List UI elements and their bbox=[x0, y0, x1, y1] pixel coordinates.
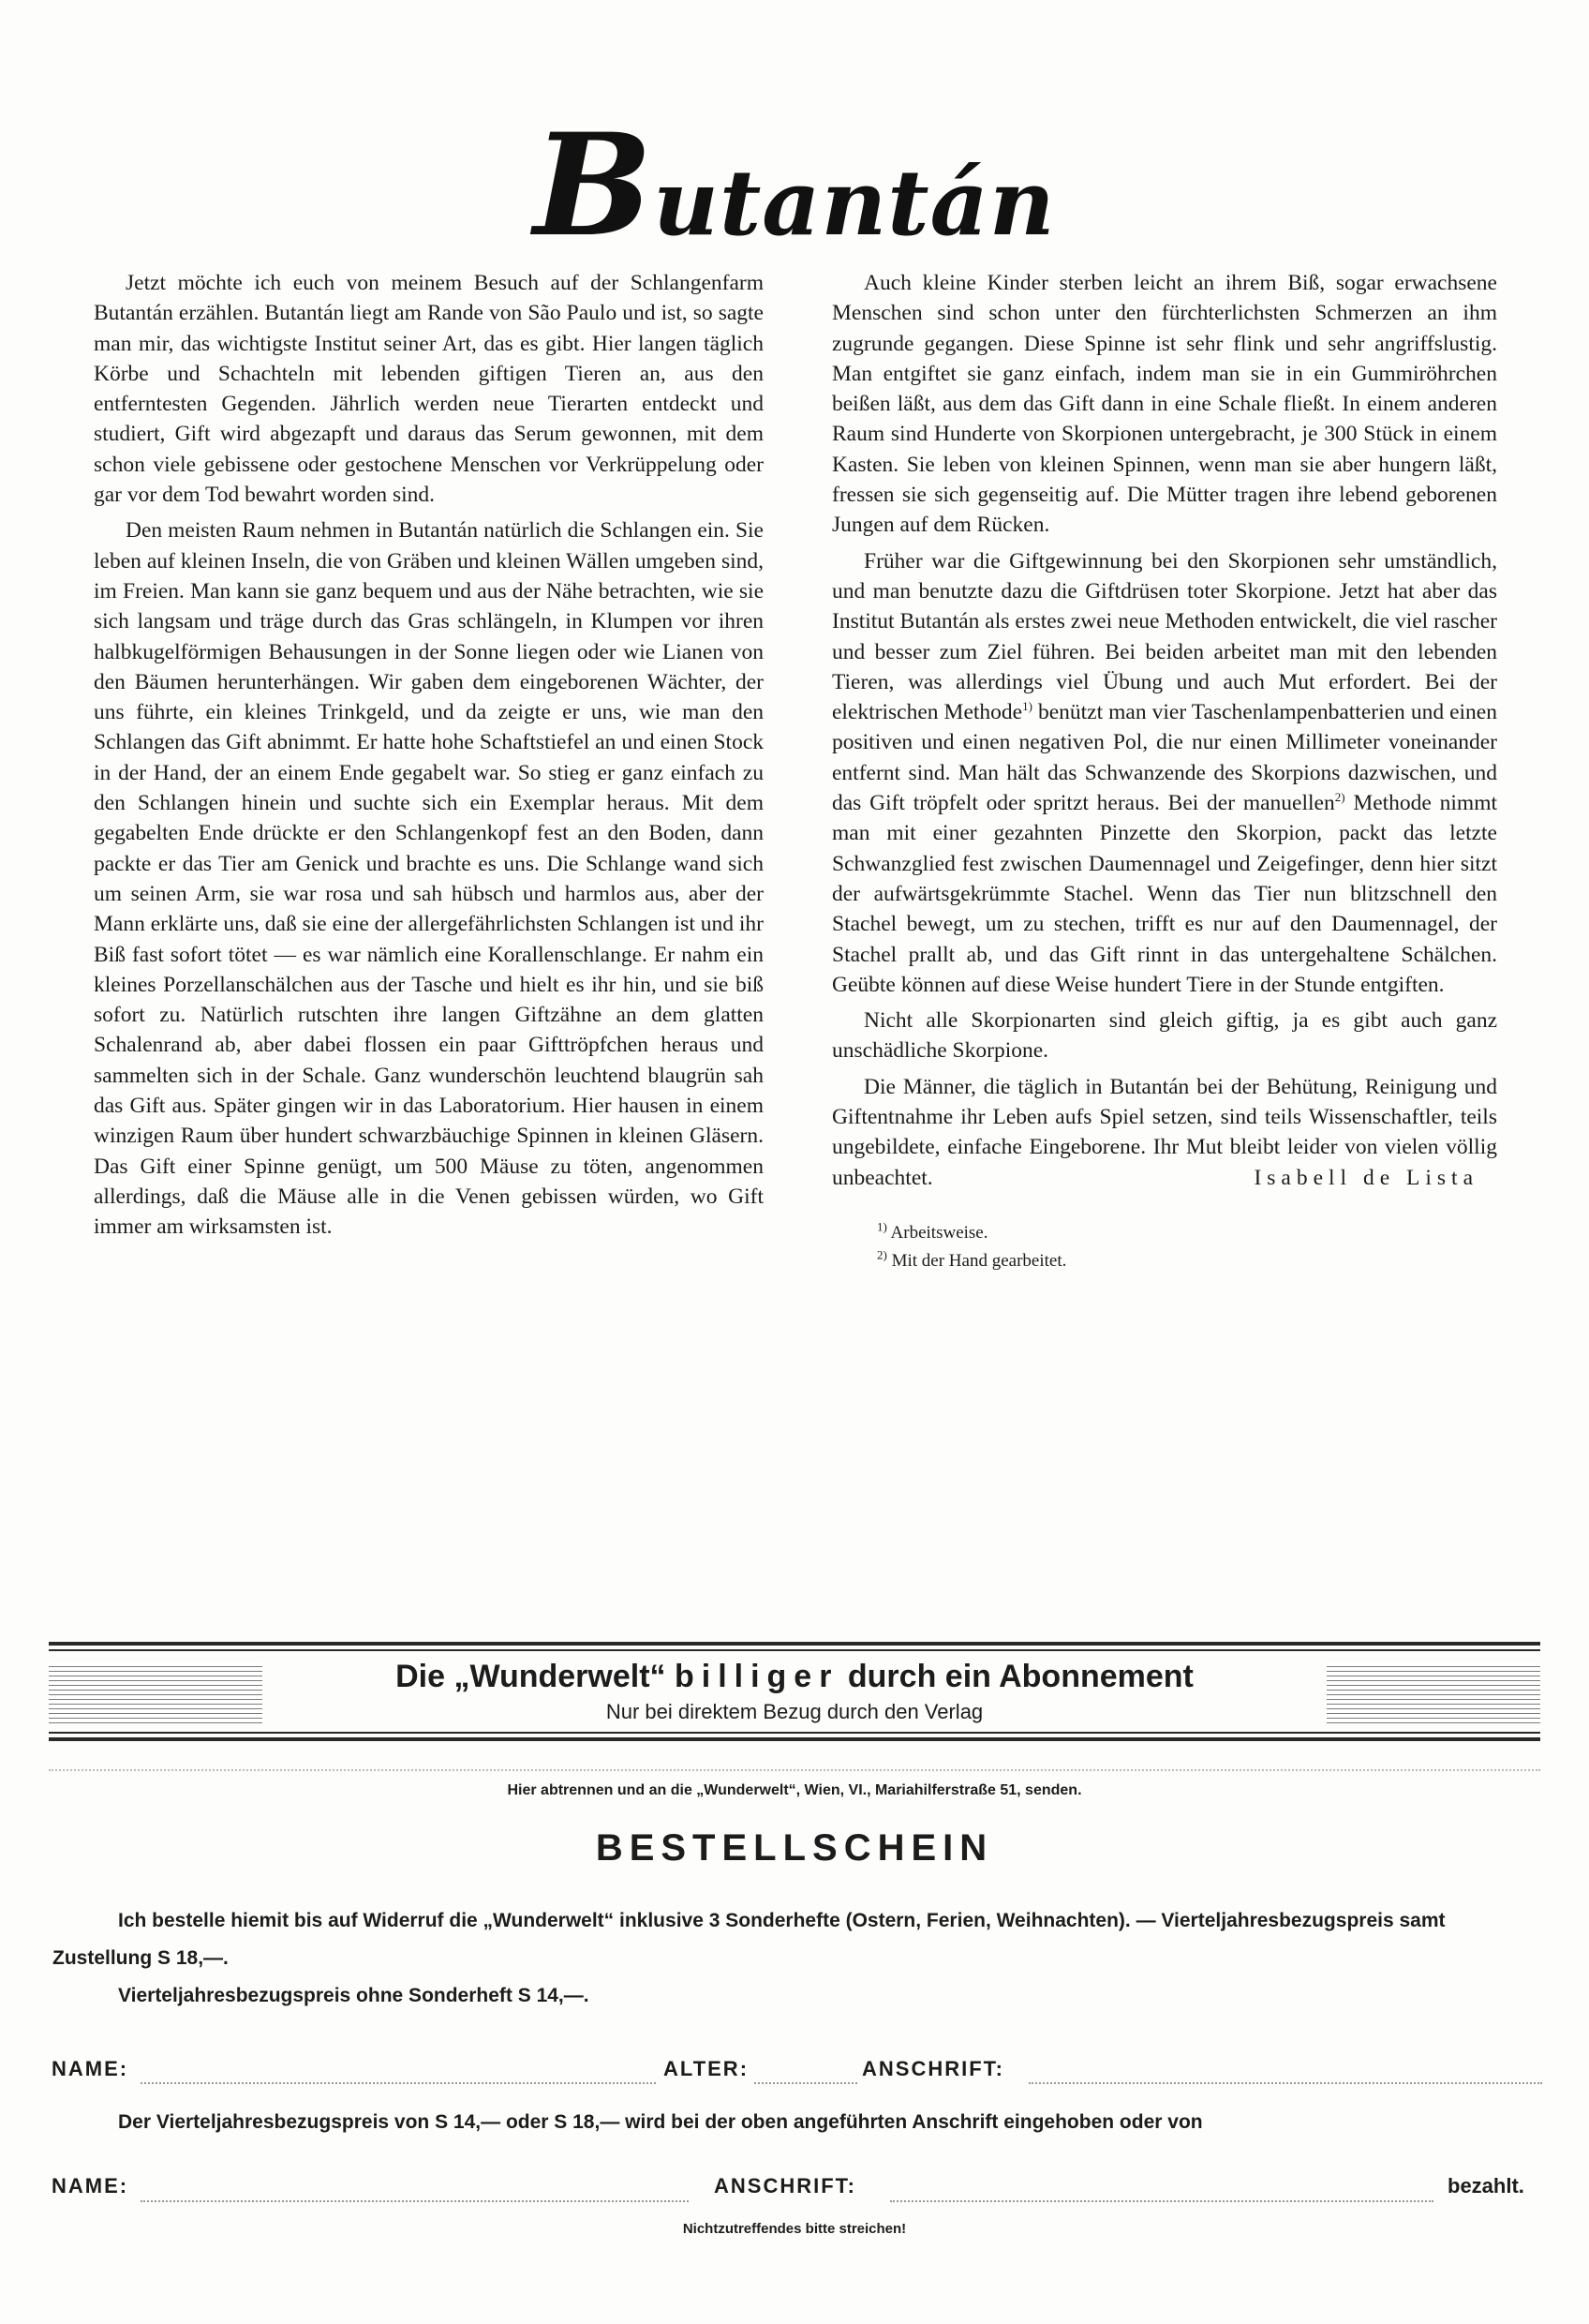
paragraph bbox=[832, 1072, 1497, 1193]
footnote-text: Mit der Hand gearbeitet. bbox=[891, 1250, 1067, 1271]
address-field-2[interactable] bbox=[890, 2200, 1433, 2202]
order-text-2: Vierteljahresbezugspreis ohne Sonderheft S 14,—. bbox=[118, 1985, 589, 2006]
footnote-ref: 2) bbox=[1334, 790, 1345, 805]
form-heading: BESTELLSCHEIN bbox=[595, 1827, 994, 1869]
footnote-ref: 1) bbox=[1022, 699, 1032, 714]
text: Früher war die Giftgewinnung bei den Skorpionen sehr umständlich, und man benutzte dazu die Giftdrüsen toter Skorpione. Jetzt hat aber das Institut Butantán als erstes zwei neue Methoden entwickelt, die viel rascher und besser zum Ziel führen. Bei beiden arbeitet man mit den lebenden Tieren, was allerdings viel Übung und auch Mut erfordert. Bei der elektrischen Methode bbox=[832, 548, 1497, 725]
footnote bbox=[877, 1219, 1497, 1247]
text: billiger bbox=[674, 1659, 839, 1694]
left-column bbox=[94, 268, 764, 1248]
footnote bbox=[877, 1247, 1497, 1275]
strike-note: Nichtzutreffendes bitte streichen! bbox=[682, 2221, 907, 2237]
paragraph bbox=[832, 546, 1497, 1000]
paragraph: Den meisten Raum nehmen in Butantán natürlich die Schlangen ein. Sie leben auf kleinen Inseln, die von Gräben und kleinen Wällen umgeben sind, im Freien. Man kann sie ganz bequem und aus der Nähe betrachten, wie sie sich langsam und träge durch das Gras schlängeln, in Klumpen vor ihren halbkugelförmigen Behausungen in der Sonne liegen oder wie Lianen von den Bäumen herunterhängen. Wir gaben dem eingeborenen Wächter, der uns führte, ein kleines Trinkgeld, und da zeigte er uns, wie man den Schlangen das Gift abnimmt. Er hatte hohe Schaftstiefel an und einen Stock in der Hand, der an einem Ende gegabelt war. So stieg er ganz einfach zu den Schlangen hinein und suchte sich ein Exemplar heraus. Mit dem gegabelten Ende drückte er den Schlangenkopf fest an den Boden, dann packte er das Tier am Genick und brachte es uns. Die Schlange wand sich um seinen Arm, sie war rosa und sah hübsch und harmlos aus, aber der Mann erklärte uns, daß sie eine der allergefährlichsten Schlangen ist und ihr Biß fast sofort tötet — es war nämlich eine Korallenschlange. Er nahm ein kleines Porzellanschälchen aus der Tasche und hielt es ihr hin, und sie biß sofort zu. Natürlich rutschten ihre langen Giftzähne an dem glatten Schalenrand ab, aber dabei flossen ein paar Gifttröpfchen heraus und sammelten sich in der Schale. Ganz wunderschön leuchtend blaugrün sah das Gift aus. Später gingen wir in das Laboratorium. Hier hausen in einem winzigen Raum über hundert schwarzbäuchige Spinnen in kleinen Gläsern. Das Gift einer Spinne genügt, um 500 Mäuse zu töten, angenommen allerdings, daß die Mäuse alle in die Venen gebissen würden, wo Gift immer am wirksamsten ist. bbox=[94, 518, 764, 1240]
title-initial: B bbox=[533, 103, 654, 268]
order-text: Ich bestelle hiemit bis auf Widerruf die „Wunderwelt“ inklusive 3 Sonderhefte (Ostern, Ferien, Weihnachten). — Vierteljahresbezugspreis samt Zustellung S 18,—. bbox=[52, 1910, 1446, 1969]
age-label: ALTER: bbox=[663, 2057, 750, 2080]
perforation-line bbox=[49, 1769, 1540, 1771]
author-signature: Isabell de Lista bbox=[1254, 1165, 1478, 1190]
text: Die Männer, die täglich in Butantán bei der Behütung, Reinigung und Giftentnahme ihr Leben aufs Spiel setzen, sind teils Wissenschaftler, teils ungebildete, einfache Eingeborene. Ihr Mut bleibt leider von vielen völlig unbeachtet. bbox=[832, 1074, 1497, 1190]
right-column bbox=[832, 268, 1497, 1275]
name-field-2[interactable] bbox=[141, 2200, 689, 2202]
address-label-2: ANSCHRIFT: bbox=[714, 2174, 856, 2197]
age-field[interactable] bbox=[754, 2082, 857, 2084]
footnotes bbox=[832, 1219, 1497, 1275]
address-field[interactable] bbox=[1029, 2082, 1542, 2084]
footnote-mark: 1) bbox=[877, 1219, 887, 1234]
subscription-banner bbox=[49, 1642, 1540, 1743]
article-title bbox=[0, 103, 1589, 268]
banner-title bbox=[49, 1659, 1540, 1695]
payment-text: Der Vierteljahresbezugspreis von S 14,— oder S 18,— wird bei der oben angeführten Anschrift eingehoben oder von bbox=[118, 2111, 1203, 2133]
paragraph: Jetzt möchte ich euch von meinem Besuch auf der Schlangenfarm Butantán erzählen. Butantán liegt am Rande von São Paulo und ist, so sagte man mir, das wichtigste Institut seiner Art, das es gibt. Hier langen täglich Körbe und Schachteln mit lebenden giftigen Tieren an, aus den entferntesten Gegenden. Jährlich werden neue Tierarten entdeckt und studiert, Gift wird abgezapft und daraus das Serum gewonnen, mit dem schon viele gebissene oder gestochene Menschen vor Verkrüppelung oder gar vor dem Tod bewahrt worden sind. bbox=[94, 271, 764, 508]
paid-label: bezahlt. bbox=[1448, 2174, 1524, 2197]
text: durch ein Abonnement bbox=[839, 1659, 1194, 1694]
text: Methode nimmt man mit einer gezahnten Pinzette den Skorpion, packt das letzte Schwanzglied fest zwischen Daumennagel und Zeigefinger, denn hier sitzt der aufwärtsgekrümmte Stachel. Wenn das Tier nun blitzschnell den Stachel bewegt, um zu stechen, trifft es nur auf den Daumennagel, der Stachel prallt ab, und das Gift rinnt in das untergehaltene Schälchen. Geübte können auf diese Weise hundert Tiere in der Stunde entgiften. bbox=[832, 791, 1497, 997]
footnote-text: Arbeitsweise. bbox=[890, 1222, 988, 1243]
footnote-mark: 2) bbox=[877, 1247, 887, 1262]
name-label: NAME: bbox=[52, 2057, 129, 2080]
divider bbox=[49, 1649, 1540, 1651]
divider bbox=[49, 1642, 1540, 1646]
name-label-2: NAME: bbox=[52, 2174, 129, 2197]
text: Die „Wunderwelt“ bbox=[395, 1659, 675, 1694]
cut-instruction: Hier abtrennen und an die „Wunderwelt“, Wien, VI., Mariahilferstraße 51, senden. bbox=[507, 1782, 1082, 1798]
divider bbox=[49, 1737, 1540, 1741]
address-label: ANSCHRIFT: bbox=[862, 2057, 1004, 2080]
text: benützt man vier Taschenlampenbatterien und einen positiven und einen negativen Pol, die nur einen Millimeter voneinander entfernt sind. Man hält das Schwanzende des Skorpions dazwischen, und das Gift tröpfelt oder spritzt heraus. Bei der manuellen bbox=[832, 700, 1497, 816]
banner-subtitle: Nur bei direktem Bezug durch den Verlag bbox=[605, 1700, 984, 1723]
title-rest: utantán bbox=[653, 150, 1056, 256]
paragraph: Nicht alle Skorpionarten sind gleich giftig, ja es gibt auch ganz unschädliche Skorpione. bbox=[832, 1008, 1497, 1064]
name-field[interactable] bbox=[141, 2082, 656, 2084]
divider bbox=[49, 1732, 1540, 1734]
paragraph: Auch kleine Kinder sterben leicht an ihrem Biß, sogar erwachsene Menschen sind schon unter den fürchterlichsten Schmerzen an ihm zugrunde gegangen. Diese Spinne ist sehr flink und sehr angriffslustig. Man entgiftet sie ganz einfach, indem man sie in ein Gummiröhrchen beißen läßt, aus dem das Gift dann in eine Schale fließt. In einem anderen Raum sind Hunderte von Skorpionen untergebracht, je 300 Stück in einem Kasten. Sie leben von kleinen Spinnen, wenn man sie aber hungern läßt, fressen sie sich gegenseitig auf. Die Mütter tragen ihre lebend geborenen Jungen auf dem Rücken. bbox=[832, 271, 1497, 538]
